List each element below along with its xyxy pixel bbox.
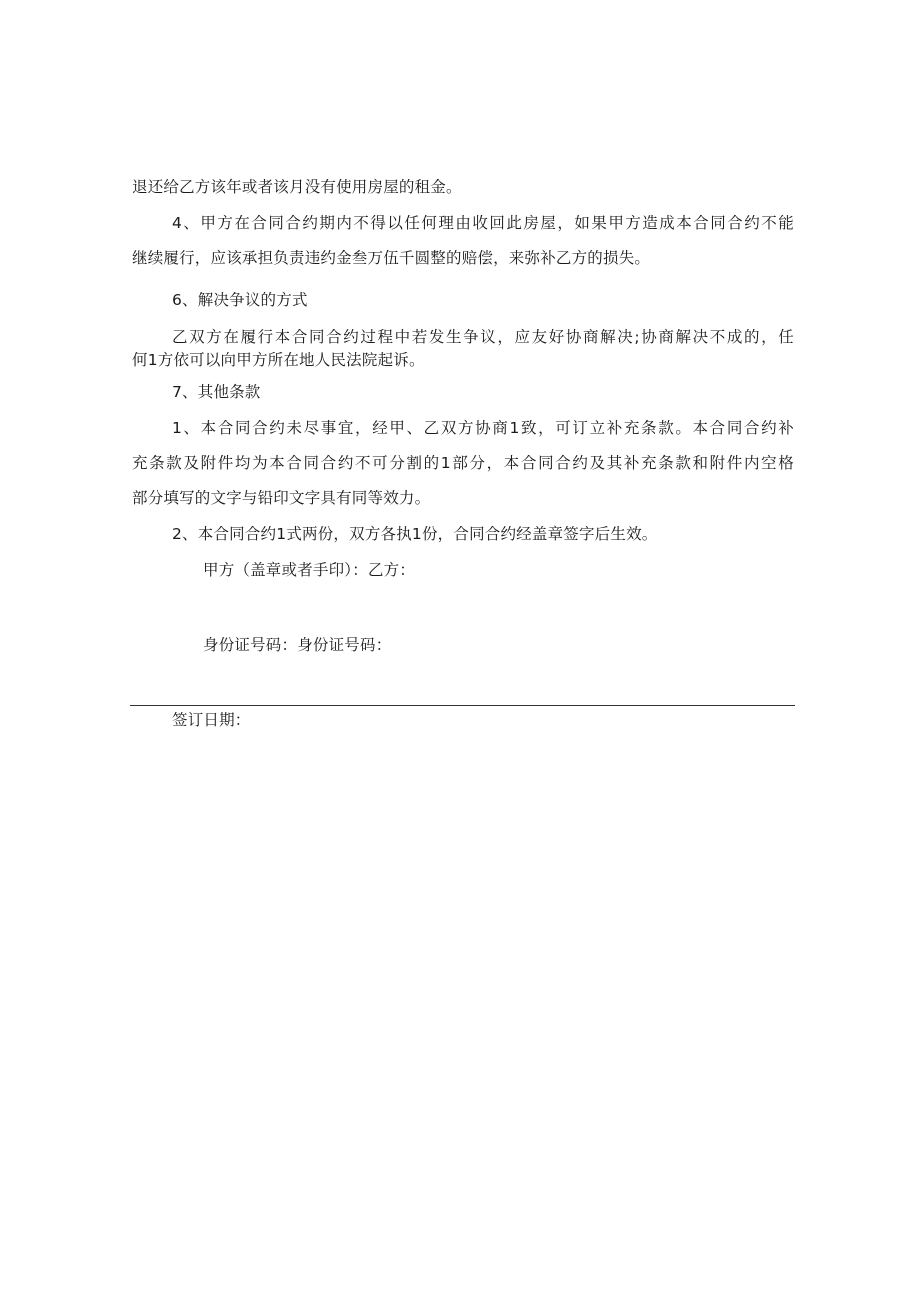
signature-id-line: 身份证号码：身份证号码： (203, 636, 392, 654)
section-7-heading: 7、其他条款 (172, 383, 261, 401)
signing-date-label: 签订日期： (172, 711, 251, 729)
paragraph-line: 退还给乙方该年或者该月没有使用房屋的租金。 (132, 178, 462, 196)
section-6-heading: 6、解决争议的方式 (172, 291, 308, 309)
section-6-line-1: 乙双方在履行本合同合约过程中若发生争议，应友好协商解决;协商解决不成的，任 (172, 328, 794, 346)
clause-1-line-1: 1、本合同合约未尽事宜，经甲、乙双方协商1致，可订立补充条款。本合同合约补 (172, 419, 794, 437)
signature-party-line: 甲方（盖章或者手印）：乙方： (203, 561, 416, 579)
clause-2-line: 2、本合同合约1式两份，双方各执1份，合同合约经盖章签字后生效。 (172, 525, 658, 543)
divider-line (130, 705, 795, 706)
clause-4-line-2: 继续履行，应该承担负责违约金叁万伍千圆整的赔偿，来弥补乙方的损失。 (132, 249, 651, 267)
clause-1-line-2: 充条款及附件均为本合同合约不可分割的1部分，本合同合约及其补充条款和附件内空格 (132, 454, 794, 472)
clause-4-line-1: 4、甲方在合同合约期内不得以任何理由收回此房屋，如果甲方造成本合同合约不能 (172, 214, 794, 232)
clause-1-line-3: 部分填写的文字与铅印文字具有同等效力。 (132, 489, 431, 507)
section-6-line-2: 何1方依可以向甲方所在地人民法院起诉。 (132, 351, 425, 369)
